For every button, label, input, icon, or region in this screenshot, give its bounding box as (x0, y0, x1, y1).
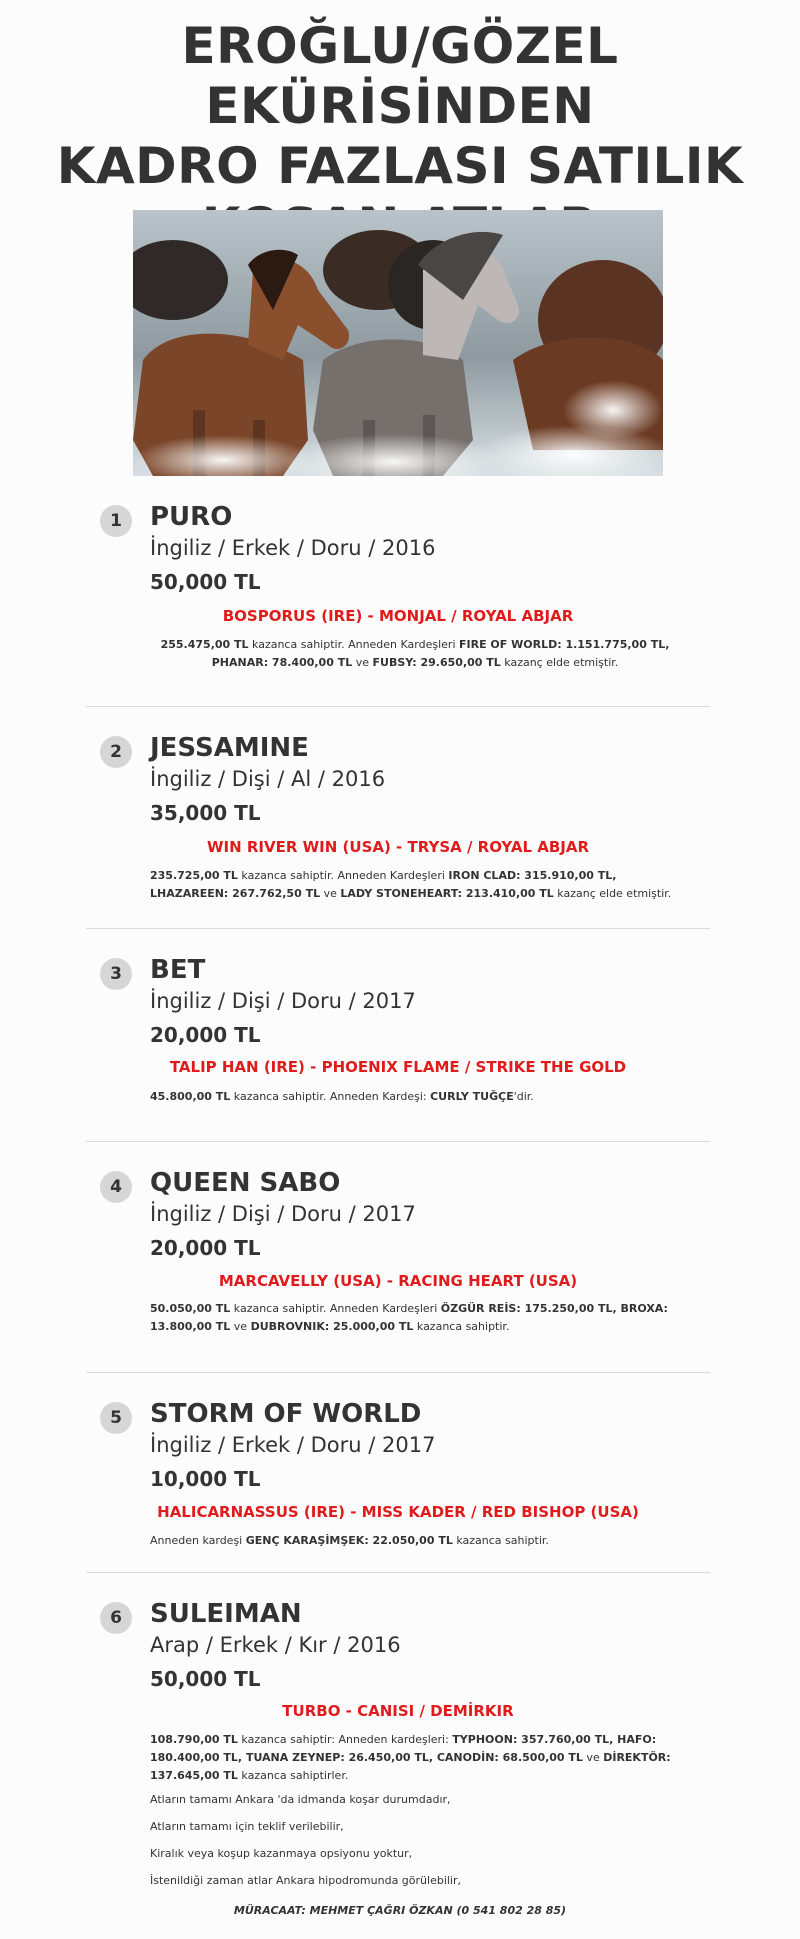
horse-price: 50,000 TL (150, 1667, 261, 1691)
description-text: kazanca sahiptir. Anneden Kardeşi: (230, 1090, 431, 1103)
horse-description (150, 1731, 680, 1785)
horse-pedigree: HALICARNASSUS (IRE) - MISS KADER / RED BISHOP (USA) (157, 1503, 639, 1521)
description-text: ve (230, 1320, 251, 1333)
description-text: kazanç elde etmiştir. (553, 887, 672, 900)
horse-description (150, 636, 680, 672)
description-text: ve (320, 887, 341, 900)
horse-pedigree: TALIP HAN (IRE) - PHOENIX FLAME / STRIKE THE GOLD (169, 1058, 627, 1076)
hero-horses-image (133, 210, 663, 476)
title-line-2: KADRO FAZLASI SATILIK (56, 137, 744, 195)
horse-name: PURO (150, 502, 233, 532)
horses-illustration (133, 210, 663, 476)
horse-name: SULEIMAN (150, 1599, 302, 1629)
description-highlight: CURLY TUĞÇE (430, 1090, 514, 1103)
description-highlight: TYPHOON: 357.760,00 TL, HAFO: 180.400,00 TL, TUANA ZEYNEP: 26.450,00 TL, CANODİN: 68.500,00 TL (150, 1733, 657, 1764)
description-highlight: LADY STONEHEART: 213.410,00 TL (340, 887, 554, 900)
section-divider (86, 706, 710, 707)
description-highlight: DUBROVNIK: 25.000,00 TL (250, 1320, 414, 1333)
section-divider (86, 1572, 710, 1573)
horse-meta: Arap / Erkek / Kır / 2016 (150, 1633, 401, 1657)
horse-number-badge: 4 (100, 1171, 132, 1203)
horse-meta: İngiliz / Dişi / Doru / 2017 (150, 989, 416, 1013)
title-line-1: EROĞLU/GÖZEL EKÜRİSİNDEN (181, 17, 619, 135)
description-highlight: 50.050,00 TL (150, 1302, 231, 1315)
horse-number-badge: 3 (100, 958, 132, 990)
horse-name: JESSAMINE (150, 733, 309, 763)
section-divider (86, 1141, 710, 1142)
horse-description (150, 1088, 680, 1106)
description-highlight: 255.475,00 TL (160, 638, 249, 651)
description-text: kazanca sahiptir. (413, 1320, 510, 1333)
description-text: kazanca sahiptir. (452, 1534, 549, 1547)
contact-line: MÜRACAAT: MEHMET ÇAĞRI ÖZKAN (0 541 802 28 85) (233, 1904, 567, 1917)
horse-pedigree: BOSPORUS (IRE) - MONJAL / ROYAL ABJAR (222, 607, 574, 625)
description-text: kazanca sahiptir. Anneden Kardeşleri (237, 869, 449, 882)
horse-number-badge: 5 (100, 1402, 132, 1434)
description-highlight: FIRE OF WORLD: 1.151.775,00 TL, PHANAR: 78.400,00 TL (211, 638, 670, 669)
description-text: kazanca sahiptirler. (237, 1769, 349, 1782)
note-line: Atların tamamı Ankara 'da idmanda koşar durumdadır, (150, 1793, 451, 1806)
horse-meta: İngiliz / Erkek / Doru / 2017 (150, 1433, 436, 1457)
description-highlight: 108.790,00 TL (150, 1733, 238, 1746)
horse-price: 35,000 TL (150, 801, 261, 825)
description-text: Anneden kardeşi (150, 1534, 246, 1547)
horse-pedigree: TURBO - CANISI / DEMİRKIR (282, 1702, 514, 1720)
description-text: kazanca sahiptir: Anneden kardeşleri: (237, 1733, 453, 1746)
section-divider (86, 928, 710, 929)
note-line: İstenildiği zaman atlar Ankara hipodromunda görülebilir, (150, 1874, 462, 1887)
horse-meta: İngiliz / Dişi / Al / 2016 (150, 767, 386, 791)
horse-price: 20,000 TL (150, 1023, 261, 1047)
description-text: 'dir. (513, 1090, 534, 1103)
description-text: kazanca sahiptir. Anneden Kardeşleri (248, 638, 459, 651)
description-text: ve (352, 656, 373, 669)
description-highlight: IRON CLAD: 315.910,00 TL, LHAZAREEN: 267.762,50 TL (150, 869, 617, 900)
horse-name: QUEEN SABO (150, 1168, 341, 1198)
horse-number-badge: 2 (100, 736, 132, 768)
horse-meta: İngiliz / Erkek / Doru / 2016 (150, 536, 436, 560)
description-highlight: ÖZGÜR REİS: 175.250,00 TL, BROXA: 13.800,00 TL (150, 1302, 668, 1333)
horse-description (150, 1532, 680, 1550)
description-highlight: DİREKTÖR: 137.645,00 TL (150, 1751, 671, 1782)
description-highlight: 235.725,00 TL (150, 869, 238, 882)
horse-pedigree: WIN RIVER WIN (USA) - TRYSA / ROYAL ABJAR (206, 838, 590, 856)
horse-description (150, 1300, 680, 1336)
note-line: Atların tamamı için teklif verilebilir, (150, 1820, 344, 1833)
description-highlight: FUBSY: 29.650,00 TL (372, 656, 501, 669)
description-text: kazanç elde etmiştir. (500, 656, 619, 669)
note-line: Kiralık veya koşup kazanmaya opsiyonu yoktur, (150, 1847, 413, 1860)
horse-number-badge: 6 (100, 1602, 132, 1634)
horse-price: 50,000 TL (150, 570, 261, 594)
horse-name: BET (150, 955, 206, 985)
description-highlight: GENÇ KARAŞİMŞEK: 22.050,00 TL (245, 1534, 453, 1547)
description-text: ve (582, 1751, 604, 1764)
horse-meta: İngiliz / Dişi / Doru / 2017 (150, 1202, 416, 1226)
horse-price: 20,000 TL (150, 1236, 261, 1260)
horse-description (150, 867, 680, 903)
horse-number-badge: 1 (100, 505, 132, 537)
section-divider (86, 1372, 710, 1373)
description-text: kazanca sahiptir. Anneden Kardeşleri (230, 1302, 441, 1315)
horse-price: 10,000 TL (150, 1467, 261, 1491)
description-highlight: 45.800,00 TL (150, 1090, 231, 1103)
horse-name: STORM OF WORLD (150, 1399, 422, 1429)
horse-pedigree: MARCAVELLY (USA) - RACING HEART (USA) (218, 1272, 578, 1290)
